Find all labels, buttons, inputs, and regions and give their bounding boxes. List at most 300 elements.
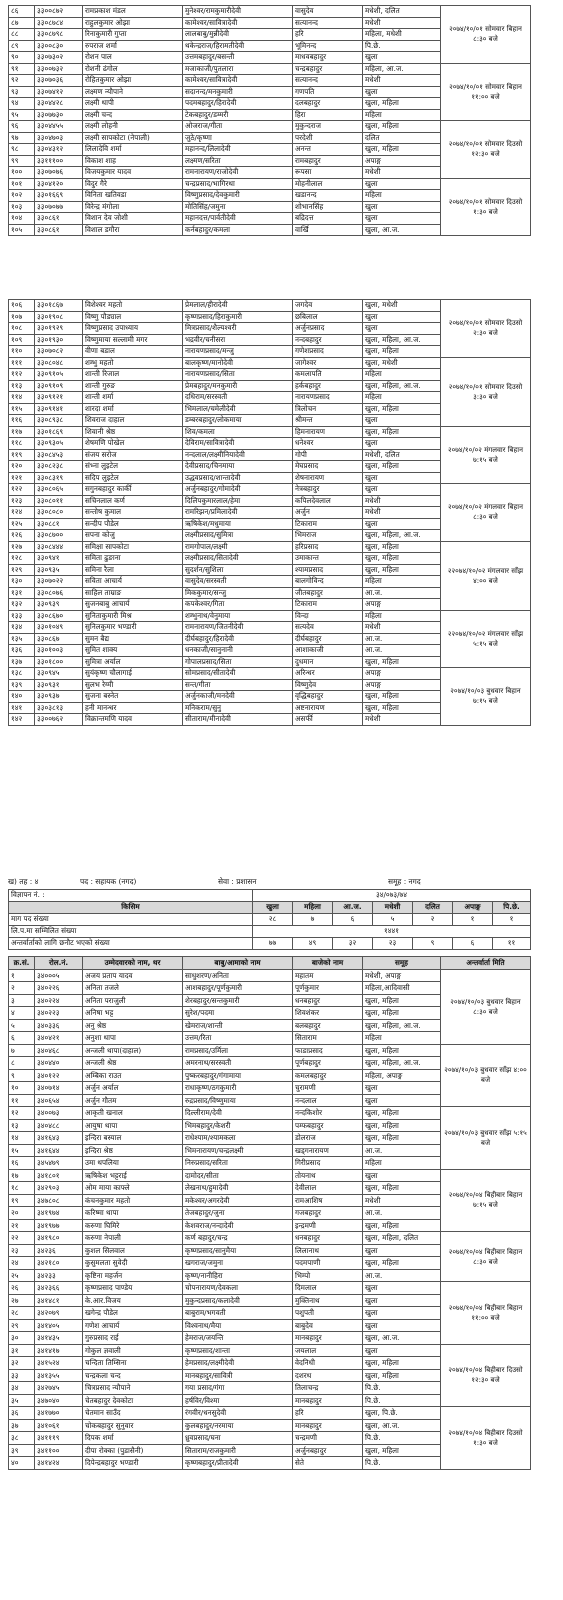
summary-row xyxy=(9,938,531,950)
serial-cell: ८ xyxy=(9,1057,35,1070)
group-cell: खुला, महिला xyxy=(363,553,441,565)
table-row xyxy=(9,426,531,438)
serial-cell: ९८ xyxy=(9,144,35,156)
serial-cell: ९४ xyxy=(9,98,35,110)
grandfather-name-cell: बालगोविन्द xyxy=(293,576,363,588)
summary-value: ६ xyxy=(333,914,373,926)
interview-date-cell: २०७४/१०/०१ सोमवार दिउसो ३:३० बजे xyxy=(441,357,531,426)
candidate-name-cell: दीपा रोक्का (पुडासैनी) xyxy=(83,1444,183,1457)
serial-cell: २७ xyxy=(9,1294,35,1307)
group-cell: खुला, महिला xyxy=(363,1007,441,1020)
parent-name-cell: रंगवीर/धनसुदेवी xyxy=(183,1407,293,1420)
serial-cell: ७ xyxy=(9,1044,35,1057)
group-cell: खुला, महिला xyxy=(363,1357,441,1370)
candidate-name-cell: सुनिताकुमारी मिश्र xyxy=(83,610,183,622)
candidate-name-cell: कुशल सिलवाल xyxy=(83,1244,183,1257)
group-cell: खुला xyxy=(363,201,441,213)
group-cell: खुला, महिला xyxy=(363,656,441,668)
table-row xyxy=(9,610,531,622)
interview-date-cell: २०७४/१०/०२ मंगलवार बिहान ८:३० बजे xyxy=(441,484,531,542)
roll-no-cell: ३४१४०५ xyxy=(35,1319,83,1332)
group-cell: खुला, महिला, दलित xyxy=(363,1232,441,1245)
grandfather-name-cell: नन्दलाल xyxy=(293,1094,363,1107)
roll-no-cell: ३३०१८०० xyxy=(35,656,83,668)
candidate-name-cell: अजय प्रताप यादव xyxy=(83,969,183,982)
candidate-name-cell: समिक्षा सापकोटा xyxy=(83,541,183,553)
grandfather-name-cell: धनबहादुर xyxy=(293,994,363,1007)
serial-cell: १३७ xyxy=(9,656,35,668)
serial-cell: २४ xyxy=(9,1257,35,1270)
serial-cell: २८ xyxy=(9,1307,35,1320)
parent-name-cell: कपकेश्वर/गिता xyxy=(183,599,293,611)
group-cell: आ.ज. xyxy=(363,587,441,599)
group-cell: अपाङ्ग xyxy=(363,679,441,691)
serial-cell: १ xyxy=(9,969,35,982)
service-label: सेवा : प्रशासन xyxy=(218,877,257,886)
roll-no-cell: ३३००७६२ xyxy=(35,714,83,726)
candidate-name-cell: अम्बिका राउत xyxy=(83,1069,183,1082)
candidate-name-cell: चन्दिता तिम्सिना xyxy=(83,1357,183,1370)
serial-cell: १५ xyxy=(9,1144,35,1157)
roll-no-cell: ३३०८६७ xyxy=(35,633,83,645)
interview-date-cell: २०७४/१०/०१ सोमवार बिहान ११:०० बजे xyxy=(441,63,531,121)
serial-cell: १०४ xyxy=(9,213,35,225)
roll-no-cell: ३३१११०० xyxy=(35,155,83,167)
group-cell: खुला xyxy=(363,178,441,190)
parent-name-cell: हेमप्रसाद/लक्ष्मीदेवी xyxy=(183,1357,293,1370)
roll-no-cell: ३३०८४४४ xyxy=(35,541,83,553)
table-row xyxy=(9,1232,531,1245)
group-cell: अपाङ्ग xyxy=(363,155,441,167)
group-cell: खुला xyxy=(363,1344,441,1357)
column-header: बाजेको नाम xyxy=(293,957,363,970)
parent-name-cell: मिककुमार/सन्जु xyxy=(183,587,293,599)
grandfather-name-cell: खडानन्द xyxy=(293,190,363,202)
grandfather-name-cell: टिकाराम xyxy=(293,518,363,530)
group-cell: अपाङ्ग xyxy=(363,668,441,680)
serial-cell: १२८ xyxy=(9,553,35,565)
interview-date-cell: २०७४/१०/०१ सोमवार दिउसो १:३० बजे xyxy=(441,178,531,236)
group-cell: पि.छे. xyxy=(363,1432,441,1445)
parent-name-cell: ओजराज/गीता xyxy=(183,121,293,133)
serial-cell: १३९ xyxy=(9,679,35,691)
column-header: समूह xyxy=(363,957,441,970)
candidate-name-cell: लक्ष्मी चन्द xyxy=(83,109,183,121)
group-cell: खुला xyxy=(363,472,441,484)
summary-value: ७ xyxy=(293,914,333,926)
table-row xyxy=(9,541,531,553)
grandfather-name-cell: लिलानाथ xyxy=(293,1244,363,1257)
group-cell: मधेशी xyxy=(363,75,441,87)
interview-date-cell: २०७४/१०/०४ बिहीबार बिहान ८:३० बजे xyxy=(441,1232,531,1282)
roll-no-cell: ३३०९३९ xyxy=(35,599,83,611)
candidate-name-cell: इन्दिरा श्रेष्ठ xyxy=(83,1144,183,1157)
parent-name-cell: हर्षविर/विश्मा xyxy=(183,1394,293,1407)
candidate-name-cell: रोशनी ढंगोल xyxy=(83,63,183,75)
group-cell: खुला, महिला xyxy=(363,1182,441,1195)
category-cell: महिला xyxy=(293,902,333,914)
candidate-name-cell: ओम माया काफ्ले xyxy=(83,1182,183,1195)
roll-no-cell: ३४२०७९ xyxy=(35,1307,83,1320)
group-cell: महिला, मधेशी xyxy=(363,29,441,41)
candidate-name-cell: कुसुमलता सुवेदी xyxy=(83,1257,183,1270)
group-cell: महिला xyxy=(363,109,441,121)
roll-no-cell: ३४०१२२ xyxy=(35,1069,83,1082)
grandfather-name-cell: टिकाराम xyxy=(293,599,363,611)
group-cell: खुला, आ.ज. xyxy=(363,1419,441,1432)
serial-cell: १० xyxy=(9,1082,35,1095)
roll-no-cell: ३४१४२४ xyxy=(35,1457,83,1470)
serial-cell: ८७ xyxy=(9,17,35,29)
grandfather-name-cell: मुक्तिनाथ xyxy=(293,1294,363,1307)
roll-no-cell: ३३०९३५ xyxy=(35,564,83,576)
parent-name-cell: कृष्णप्रसाद/हिराकुमारी xyxy=(183,311,293,323)
grandfather-name-cell: जगदेव xyxy=(293,300,363,312)
group-cell: मधेशी xyxy=(363,1194,441,1207)
parent-name-cell: शेरबहादुर/सन्तकुमारी xyxy=(183,994,293,1007)
roll-no-cell: ३४०२२३ xyxy=(35,1007,83,1020)
roll-no-cell: ३४१९७४ xyxy=(35,1207,83,1220)
table-row xyxy=(9,1107,531,1120)
serial-cell: ९९ xyxy=(9,155,35,167)
candidate-name-cell: अनिता तजले xyxy=(83,982,183,995)
parent-name-cell: सुरेश/पदमा xyxy=(183,1007,293,1020)
parent-name-cell: पदमबहादुर/हिरादेवी xyxy=(183,98,293,110)
interview-date-cell: २०७४/१०/०४ बिहीबार बिहान ७:१५ बजे xyxy=(441,1169,531,1232)
parent-name-cell: खगराज/जमुना xyxy=(183,1257,293,1270)
roll-no-cell: ३४१८०१ xyxy=(35,1169,83,1182)
group-cell: खुला, महिला xyxy=(363,144,441,156)
grandfather-name-cell: सिताराम xyxy=(293,1032,363,1045)
serial-cell: ९३ xyxy=(9,86,35,98)
serial-cell: १०७ xyxy=(9,311,35,323)
parent-name-cell: ऋषिकेश/मधुमाया xyxy=(183,518,293,530)
parent-name-cell: लक्ष्मण/सरिता xyxy=(183,155,293,167)
parent-name-cell: थकेन्द्रराज/हिरामतीदेवी xyxy=(183,40,293,52)
candidate-name-cell: लक्ष्मी लोहनी xyxy=(83,121,183,133)
category-cell: अपाङ्ग xyxy=(453,902,493,914)
candidate-name-cell: सगुनबहादुर कार्की xyxy=(83,484,183,496)
grandfather-name-cell: आशाकाजी xyxy=(293,645,363,657)
serial-cell: ११८ xyxy=(9,438,35,450)
parent-name-cell: कर्ण बहादुर/चन्द्र xyxy=(183,1232,293,1245)
group-cell: आ.ज. xyxy=(363,1207,441,1220)
group-cell: आ.ज. xyxy=(363,633,441,645)
interview-date-cell: २०७४/१०/०१ सोमवार दिउसो १२:३० बजे xyxy=(441,121,531,179)
grandfather-name-cell: वासुदेव xyxy=(293,6,363,18)
serial-cell: १२३ xyxy=(9,495,35,507)
grandfather-name-cell: कमलबहादुर xyxy=(293,1069,363,1082)
parent-name-cell: निरुप्रसाद/सरिता xyxy=(183,1157,293,1170)
serial-cell: ८९ xyxy=(9,40,35,52)
group-cell: खुला, आ.ज. xyxy=(363,224,441,236)
grandfather-name-cell: दिमलाल xyxy=(293,1282,363,1295)
parent-name-cell: रामनारायण/राजोदेवी xyxy=(183,167,293,179)
parent-name-cell: मानबहादुर/सावित्री xyxy=(183,1369,293,1382)
summary-value: २३ xyxy=(373,938,413,950)
serial-cell: १०९ xyxy=(9,334,35,346)
post-label: पद : सहायक (नगद) xyxy=(80,877,137,886)
group-cell: खुला xyxy=(363,1169,441,1182)
serial-cell: २५ xyxy=(9,1269,35,1282)
group-cell: खुला, महिला xyxy=(363,691,441,703)
table-row xyxy=(9,6,531,18)
group-cell: खुला xyxy=(363,52,441,64)
parent-name-cell: हेमराज/जयन्ति xyxy=(183,1332,293,1345)
candidate-name-cell: सुजनबाबु आचार्य xyxy=(83,599,183,611)
serial-cell: १४१ xyxy=(9,702,35,714)
group-cell: महिला, आ.ज. xyxy=(363,63,441,75)
advert-label: विज्ञापन नं. : xyxy=(9,890,253,902)
roll-no-cell: ३३०७४१२ xyxy=(35,86,83,98)
serial-cell: ११४ xyxy=(9,392,35,404)
table-row xyxy=(9,1282,531,1295)
group-cell: खुला, महिला xyxy=(363,702,441,714)
table-row xyxy=(9,63,531,75)
group-cell: आ.ज. xyxy=(363,1144,441,1157)
candidate-name-cell: लिलादेवि शर्मा xyxy=(83,144,183,156)
grandfather-name-cell: अनन्त xyxy=(293,144,363,156)
group-cell: पि.छे. xyxy=(363,1382,441,1395)
roll-no-cell: ३४५४७९ xyxy=(35,1157,83,1170)
parent-name-cell: लक्ष्मीप्रसाद/सुमित्रा xyxy=(183,530,293,542)
grandfather-name-cell: कमलापति xyxy=(293,369,363,381)
serial-cell: १०३ xyxy=(9,201,35,213)
table-row xyxy=(9,357,531,369)
grandfather-name-cell: चुरामणी xyxy=(293,1082,363,1095)
grandfather-name-cell: पशुपती xyxy=(293,1307,363,1320)
candidate-name-cell: सुनिलकुमार भण्डारी xyxy=(83,622,183,634)
roll-no-cell: ३३०४३१२ xyxy=(35,144,83,156)
parent-name-cell: रामगोपाल/लक्ष्मी xyxy=(183,541,293,553)
parent-name-cell: चोपनारायण/देवकला xyxy=(183,1282,293,1295)
group-cell: खुला, महिला xyxy=(363,346,441,358)
serial-cell: ९ xyxy=(9,1069,35,1082)
candidate-name-cell: गोकुल ज्ञवाली xyxy=(83,1344,183,1357)
category-cell: मधेशी xyxy=(373,902,413,914)
summary-label: लि.प.मा सम्मिलित संख्या xyxy=(9,926,253,938)
group-cell: खुला xyxy=(363,1082,441,1095)
candidate-name-cell: चन्द्रकला चन्द xyxy=(83,1369,183,1382)
serial-cell: १३१ xyxy=(9,587,35,599)
group-cell: खुला, महिला xyxy=(363,994,441,1007)
grandfather-name-cell: विन्दा xyxy=(293,610,363,622)
candidate-name-cell: उमा थपलिया xyxy=(83,1157,183,1170)
grandfather-name-cell: डोलराज xyxy=(293,1132,363,1145)
grandfather-name-cell: वार्खि xyxy=(293,224,363,236)
candidate-name-cell: करिष्मा थापा xyxy=(83,1207,183,1220)
candidate-name-cell: शम्भु महतो xyxy=(83,357,183,369)
roll-no-cell: ३३०१६६९ xyxy=(35,190,83,202)
parent-name-cell: उत्तम/रिता xyxy=(183,1032,293,1045)
parent-name-cell: केशवराज/नन्दादेवी xyxy=(183,1219,293,1232)
grandfather-name-cell: हरि xyxy=(293,29,363,41)
candidate-name-cell: विजयकुमार यादव xyxy=(83,167,183,179)
grandfather-name-cell: उमाकान्त xyxy=(293,553,363,565)
group-cell: खुला xyxy=(363,1244,441,1257)
group-cell: खुला xyxy=(363,1307,441,1320)
post-info-line xyxy=(8,875,530,889)
candidate-name-cell: रिनाकुमारी गुप्ता xyxy=(83,29,183,41)
group-cell: महिला xyxy=(363,610,441,622)
interview-date-cell: २०७४/१०/०३ बुधवार साँझ ५:१५ बजे xyxy=(441,1107,531,1170)
serial-cell: ४० xyxy=(9,1457,35,1470)
group-label: समूह : नगद xyxy=(388,877,421,886)
grandfather-name-cell: पूर्णकुमार xyxy=(293,982,363,995)
grandfather-name-cell: अरिन्धर xyxy=(293,668,363,680)
candidate-name-cell: खगेन्द्र पौडेल xyxy=(83,1307,183,1320)
group-cell: आ.ज. xyxy=(363,1269,441,1282)
parent-name-cell: रुद्रप्रसाद/विष्णुमाया xyxy=(183,1094,293,1107)
serial-cell: १३६ xyxy=(9,645,35,657)
parent-name-cell: कृष्णप्रसाद/सानुमैया xyxy=(183,1244,293,1257)
grandfather-name-cell: हिरा xyxy=(293,109,363,121)
serial-cell: १०२ xyxy=(9,190,35,202)
group-cell: खुला xyxy=(363,1319,441,1332)
serial-cell: १३५ xyxy=(9,633,35,645)
parent-name-cell: लक्ष्मीप्रसाद/सितादेवी xyxy=(183,553,293,565)
grandfather-name-cell: अर्जुनप्रसाद xyxy=(293,323,363,335)
roll-no-cell: ३३०८३१९ xyxy=(35,472,83,484)
grandfather-name-cell: दीर्घबहादुर xyxy=(293,633,363,645)
serial-cell: १२१ xyxy=(9,472,35,484)
parent-name-cell: देविराम/सावित्रादेवी xyxy=(183,438,293,450)
grandfather-name-cell: गणेशप्रसाद xyxy=(293,346,363,358)
group-cell: मधेशी xyxy=(363,495,441,507)
serial-cell: ३९ xyxy=(9,1444,35,1457)
candidate-name-cell: सुयंकृष्ण चौलागाई xyxy=(83,668,183,680)
parent-name-cell: रामनारायण/जितनीदेवी xyxy=(183,622,293,634)
roll-no-cell: ३४१४३५ xyxy=(35,1332,83,1345)
roll-no-cell: ३४१४८१ xyxy=(35,1294,83,1307)
roll-no-cell: ३४११०० xyxy=(35,1444,83,1457)
candidate-name-cell: रोशन पाल xyxy=(83,52,183,64)
grandfather-name-cell: हर्कबहादुर xyxy=(293,380,363,392)
candidate-name-cell: शान्ती गुरुङ xyxy=(83,380,183,392)
grandfather-name-cell: हरि xyxy=(293,1407,363,1420)
roll-no-cell: ३३०९३७ xyxy=(35,691,83,703)
grandfather-name-cell: शोभानसिंह xyxy=(293,201,363,213)
roll-no-cell: ३३०१९०८ xyxy=(35,311,83,323)
roll-no-cell: ३४०००५ xyxy=(35,969,83,982)
grandfather-name-cell: श्यामप्रसाद xyxy=(293,564,363,576)
candidate-name-cell: अर्जुन अर्याल xyxy=(83,1082,183,1095)
grandfather-name-cell: सत्यानन्द xyxy=(293,75,363,87)
roll-no-cell: ३४००७३ xyxy=(35,1107,83,1120)
roll-no-cell: ३३०८९३८ xyxy=(35,415,83,427)
candidate-table-part1 xyxy=(8,5,531,236)
grandfather-name-cell: मुकुन्दराज xyxy=(293,121,363,133)
candidate-name-cell: सन्दीप पौडेल xyxy=(83,518,183,530)
group-cell: खुला, महिला xyxy=(363,1219,441,1232)
grandfather-name-cell: भिम्पो xyxy=(293,1269,363,1282)
grandfather-name-cell: रूपसा xyxy=(293,167,363,179)
category-cell: आ.ज. xyxy=(333,902,373,914)
roll-no-cell: ३४०७१४ xyxy=(35,1082,83,1095)
group-cell: खुला, महिला, आ.ज. xyxy=(363,334,441,346)
parent-name-cell: भिमनारायण/चन्द्रलक्ष्मी xyxy=(183,1144,293,1157)
serial-cell: ११२ xyxy=(9,369,35,381)
table-row xyxy=(9,969,531,982)
grandfather-name-cell: मानबहादुर xyxy=(293,1394,363,1407)
parent-name-cell: शिव/कमला xyxy=(183,426,293,438)
roll-no-cell: ३३०८७८४ xyxy=(35,17,83,29)
roll-no-cell: ३३०८०७६ xyxy=(35,587,83,599)
grandfather-name-cell: छबिलाल xyxy=(293,311,363,323)
roll-no-cell: ३४०२२६ xyxy=(35,982,83,995)
grandfather-name-cell: मानबहादुर xyxy=(293,1332,363,1345)
serial-cell: १३० xyxy=(9,576,35,588)
candidate-name-cell: अर्जुन गौतम xyxy=(83,1094,183,1107)
parent-name-cell: मनिकराम/सुनु xyxy=(183,702,293,714)
summary-value: ४९ xyxy=(293,938,333,950)
parent-name-cell: बालकृष्ण/मानोदेवी xyxy=(183,357,293,369)
group-cell: खुला, महिला xyxy=(363,426,441,438)
roll-no-cell: ३३००८३० xyxy=(35,40,83,52)
grandfather-name-cell: फाडाप्रसाद xyxy=(293,1044,363,1057)
candidate-name-cell: चित्रप्रसाद न्यौपाने xyxy=(83,1382,183,1395)
roll-no-cell: ३३०१९३० xyxy=(35,334,83,346)
parent-name-cell: नन्दलाल/लक्ष्मीनियादेवी xyxy=(183,449,293,461)
roll-no-cell: ३३०८६७० xyxy=(35,610,83,622)
serial-cell: १०१ xyxy=(9,178,35,190)
group-cell: खुला, पि.छे. xyxy=(363,1407,441,1420)
grandfather-name-cell: अर्जुन xyxy=(293,507,363,519)
serial-cell: १४ xyxy=(9,1132,35,1145)
roll-no-cell: ३३०८७०० xyxy=(35,530,83,542)
roll-no-cell: ३३०८०४८ xyxy=(35,357,83,369)
candidate-name-cell: करुणा नेपाली xyxy=(83,1232,183,1245)
roll-no-cell: ३३०८२३८ xyxy=(35,461,83,473)
interview-date-cell: २०७४/१०/०४ बिहीबार दिउसो १२:३० बजे xyxy=(441,1344,531,1407)
parent-name-cell: राधेश्याम/श्यामकला xyxy=(183,1132,293,1145)
group-cell: खुला xyxy=(363,323,441,335)
serial-cell: ८८ xyxy=(9,29,35,41)
column-header: अन्तर्वार्ता मिति xyxy=(441,957,531,970)
candidate-name-cell: इन्दिरा बस्याल xyxy=(83,1132,183,1145)
summary-value: ९ xyxy=(413,938,453,950)
candidate-name-cell: लक्ष्मी थापी xyxy=(83,98,183,110)
candidate-name-cell: वीणा बडाल xyxy=(83,346,183,358)
parent-name-cell: कामेश्वर/सावित्रादेवी xyxy=(183,75,293,87)
candidate-name-cell: संजय सरोज xyxy=(83,449,183,461)
summary-value: ५ xyxy=(373,914,413,926)
grandfather-name-cell: पूर्णबहादुर xyxy=(293,1057,363,1070)
serial-cell: ११३ xyxy=(9,380,35,392)
serial-cell: १०५ xyxy=(9,224,35,236)
grandfather-name-cell: तिलाचन्द्र xyxy=(293,1382,363,1395)
roll-no-cell: ३४०४२१ xyxy=(35,1032,83,1045)
candidate-name-cell: विशेश्वर महतो xyxy=(83,300,183,312)
serial-cell: १३ xyxy=(9,1119,35,1132)
serial-cell: १४२ xyxy=(9,714,35,726)
serial-cell: ९७ xyxy=(9,132,35,144)
group-cell: पि.छे. xyxy=(363,1457,441,1470)
candidate-name-cell: विकाश शाह xyxy=(83,155,183,167)
grandfather-name-cell: भिमराज xyxy=(293,530,363,542)
group-cell: खुला, महिला, आ.ज. xyxy=(363,530,441,542)
parent-name-cell: दधिराम/सरस्वती xyxy=(183,392,293,404)
parent-name-cell: राधाकृष्ण/ठगकुमारी xyxy=(183,1082,293,1095)
serial-cell: २३ xyxy=(9,1244,35,1257)
grandfather-name-cell: तोयनाथ xyxy=(293,1169,363,1182)
candidate-name-cell: अनु श्रेष्ठ xyxy=(83,1019,183,1032)
group-cell: खुला, महिला xyxy=(363,461,441,473)
grandfather-name-cell: गणपति xyxy=(293,86,363,98)
table-row xyxy=(9,1344,531,1357)
parent-name-cell: मित्रप्रसाद/शैल्यश्वरी xyxy=(183,323,293,335)
parent-name-cell: दिलिपकुमारलाल/हेमा xyxy=(183,495,293,507)
